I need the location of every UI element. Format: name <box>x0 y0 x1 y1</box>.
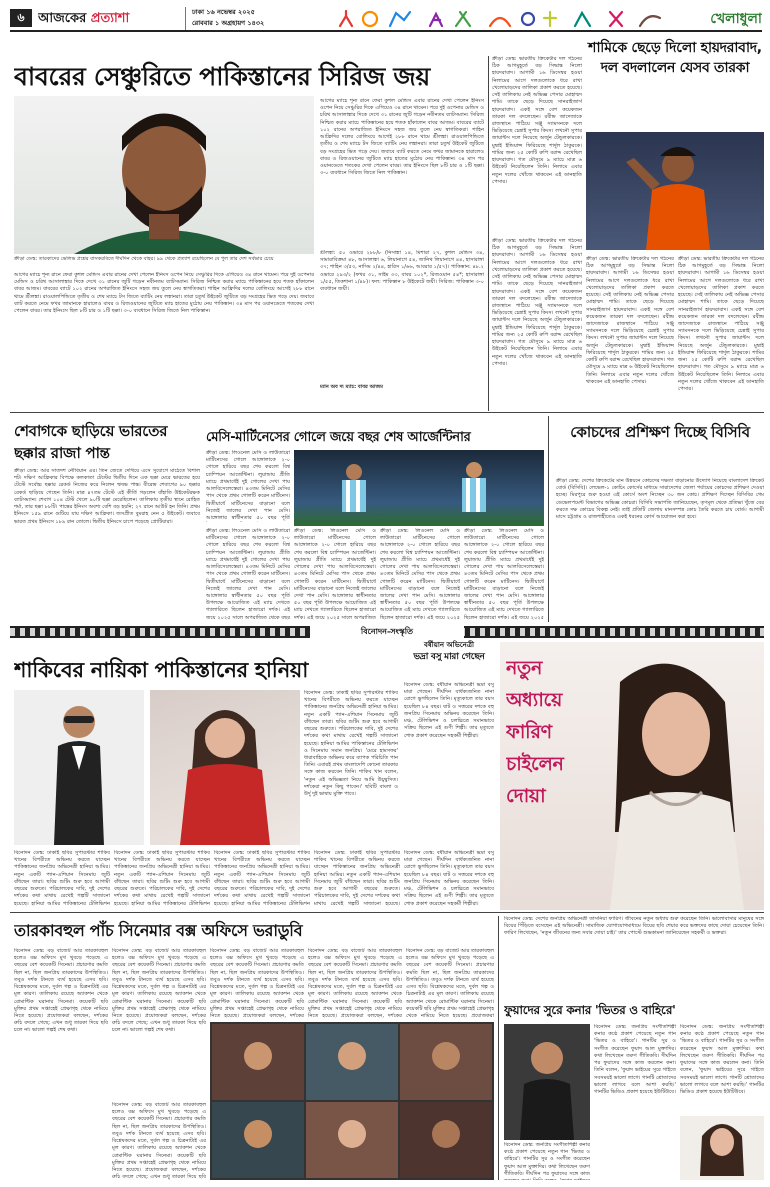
masthead <box>10 6 762 32</box>
shami-headline: শামিকে ছেড়ে দিলো হায়দরাবাদ, দল বদলালেন যেসব তারকা <box>588 40 762 76</box>
fuad-photo <box>504 1024 590 1140</box>
paper-name-a: আজকের <box>38 11 87 26</box>
pant-body: ক্রীড়া ডেস্ক: আর সাতদশ নৌবিয়ান এর। তিন জেতে দেখিয়ে এসে সুযোগে মাঠেতে বিশাল শট। দক্ষিণ আফ্রিকার বিপক্ষে কলকাতা টেস্টের দ্বিতীয় দিনে এক ছক্কা মেরে ভারতের হয়ে টেস্টে সর্বোচ্চ ছক্কার রেকর্ড নিজের করে নিলেন ঋষভ পান্ত। বীরেন্দ্র শেবাগের ৯০ ছক্কার রেকর্ড ছাড়িয়ে গেছেন তিনি। মাত্র ৪৭তম টেস্টে এই কীর্তি গড়লেন বাঁহাতি উইকেটরক্ষক ব্যাটসম্যান। শেবাগ ১০৪ টেস্ট খেলে ৯০টি ছক্কা মেরেছিলেন। তালিকায় তৃতীয় স্থানে রোহিত শর্মা, তার ছক্কা ৮৮টি। পান্তের ইনিংস অবশ্য বেশি বড় হয়নি; ২৭ রানে আউট হন তিনি। প্রথম ইনিংসে ১৫৯ রানে গুটিয়ে যায় দক্ষিণ আফ্রিকা। জসপ্রীত বুমরাহ নেন ৫ উইকেট। জবাবে ভারত প্রথম ইনিংসে ১৮৯ রান তোলে। দ্বিতীয় ইনিংসে চাপে পড়েছে প্রোটিয়ারা। <box>14 468 200 525</box>
argentina-photo <box>294 450 544 526</box>
coach-headline: কোচদের প্রশিক্ষণ দিচ্ছে বিসিবি <box>570 423 750 441</box>
boxoffice-body-col1: বিনোদন ডেস্ক: বড় বাজেট আর তারকাবহুল হলেও বক্স অফিসে মুখ থুবড়ে পড়েছে এ বছরের বেশ কয়েকটি সিনেমা। প্রচারণার কমতি ছিল না, ছিল জনপ্রিয় তারকাদের উপস্থিতিও। তবুও দর্শক টানতে ব্যর্থ হয়েছে এসব ছবি। বিশ্লেষকদের মতে, দুর্বল গল্প ও চিত্রনাট্যই এর মূল কারণ। তালিকায় রয়েছে অ্যাকশন থেকে রোমান্টিক ঘরানার সিনেমা। কয়েকটি ছবি মুক্তির প্রথম সপ্তাহেই প্রেক্ষাগৃহ থেকে নামিয়ে নিতে হয়েছে। প্রযোজকরা বলছেন, দর্শকের রুচি বদলে গেছে; এখন শুধু তারকা দিয়ে ছবি চলে না। ভালো গল্পই শেষ কথা। <box>14 948 108 1034</box>
babar-byline: ম্যান অব দ্য ম্যাচ: বাবর আজম <box>320 384 383 390</box>
paper-name-b: প্রত্যাশা <box>90 11 130 26</box>
kona-photo <box>680 1116 764 1180</box>
shakib-body-col3: বিনোদন ডেস্ক: ঢাকাই ছবির সুপারস্টার শাকিব খানের বিপরীতে অভিনয় করতে যাচ্ছেন পাকিস্তানের জনপ্রিয় অভিনেত্রী হানিয়া আমির। নতুন একটি প্যান-এশিয়ান সিনেমায় জুটি বাঁধছেন তারা। ছবির শুটিং শুরু হবে আগামী বছরের শুরুতে। পরিচালকের দাবি, দুই দেশের দর্শকের কথা মাথায় রেখেই গল্পটি সাজানো হয়েছে। হানিয়া আমির পাকিস্তানের টেলিভিশন <box>114 850 210 906</box>
babar-headline: বাবরের সেঞ্চুরিতে পাকিস্তানের সিরিজ জয় <box>14 62 430 91</box>
fuad-body-col2: বিনোদন ডেস্ক: জনপ্রিয় সংগীতশিল্পী কনার কণ্ঠে প্রকাশ পেয়েছে নতুন গান 'ভিতর ও বাহিরে'। গানটির সুর ও সংগীত করেছেন ফুয়াদ আল মুক্তাদির। কথা লিখেছেন তরুণ গীতিকবি। দীর্ঘদিন পর ফুয়াদের সঙ্গে কাজ করলেন কনা। তিনি বলেন, 'ফুয়াদ ভাইয়ের সুরে গাইতে সবসময়ই ভালো লাগে। গানটি শ্রোতাদের ভালো লাগবে বলে আশা করছি।' গানটির ভিডিও প্রকাশ হয়েছে ইউটিউবে। <box>680 1024 764 1095</box>
pant-headline-b: ছক্কার রাজা পান্ত <box>14 444 110 462</box>
fuad-body-col0: বিনোদন ডেস্ক: জনপ্রিয় সংগীতশিল্পী কনার কণ্ঠে প্রকাশ পেয়েছে নতুন গান 'ভিতর ও বাহিরে'। গানটির সুর ও সংগীত করেছেন ফুয়াদ আল মুক্তাদির। কথা লিখেছেন তরুণ গীতিকবি। দীর্ঘদিন পর ফুয়াদের সঙ্গে কাজ <box>504 1142 590 1177</box>
shakib-body-col2: বিনোদন ডেস্ক: ঢাকাই ছবির সুপারস্টার শাকিব খানের বিপরীতে অভিনয় করতে যাচ্ছেন পাকিস্তানের জনপ্রিয় অভিনেত্রী হানিয়া আমির। নতুন একটি প্যান-এশিয়ান সিনেমায় জুটি বাঁধছেন তারা। ছবির শুটিং শুরু হবে আগামী বছরের শুরুতে। পরিচালকের দাবি, দুই দেশের দর্শকের কথা মাথায় রেখেই গল্পটি সাজানো হয়েছে। হানিয়া আমির পাকিস্তানের টেলিভিশন <box>14 850 110 906</box>
sports-icons <box>340 11 660 26</box>
babar-body-right: আগের ম্যাচে শূন্য রানে ফেরা কুশল মেন্ডিস এবার রানের দেখা পেলেন ইনিংস ওপেন নিয়ে সেঞ্চুরির দিকে এগিয়েও ৩৪ রানে থামেন। পরে দুই ওপেনার মেন্ডিস ও চরিথ আসালাঙ্কার দিকে দেখে ৩১ রানের জুটি গড়েন নবীনতম ব্যাটসম্যান। সিরিজ নিশ্চিত করার ম্যাচে পাকিস্তানের হয়ে শতক হাঁকালেন বাবর আজম। বাবরের ব্যাটে ১০২ রানের অপরাজিত ইনিংসে সহজ জয় তুলে নেয় স্বাগতিকরা। শাহিন আফ্রিদির দলের বোলিংয়ে আগেই ২৮৮ রানে থামে শ্রীলঙ্কা। রাওয়ালপিন্ডিতে তৃতীয় ও শেষ ম্যাচে টস জিতে ব্যাটিং নেয় লঙ্কানরা। তারা চতুর্থ উইকেট জুটিতে বড় সংগ্রহের ভিত গড়ে দেয়। জবাবে ব্যাট করতে নেমে ফখর জামানকে হারালেও বাবর ও রিজওয়ানের জুটিতে ম্যাচ হাতের মুঠোয় নেয় পাকিস্তান। ৩৪ মাস পর ওয়ানডেতে শতকের দেখা পেলেন বাবর। তার ইনিংসে ছিল ৮টি চার ও ১টি ছক্কা। ৩-০ ব্যবধানে সিরিজ জিতে নিল পাকিস্তান। <box>320 98 484 177</box>
entertainment-banner <box>10 626 764 638</box>
babar-scorecard: শ্রীলঙ্কা: ৫০ ওভারে ২৮৮/৮ (নিসাঙ্কা ১৪, মিশারা ২৭, কুশল মেন্ডিস ৩৪, সামারাবিক্রমা ৪৮, আসালাঙ্কা ৬, লিয়ানাগে ৫৪, জানিথ লিয়ানাগে ৪৪, হাসারাঙ্গা ৩৭; শাহিন ৩/৫৩, নাসিম ২/৪৪, হারিস ১/৬৬, আবরার ১/৫৭)। পাকিস্তান: ৪৮.২ ওভারে ২৯৩/২ (ফখর ৩১, সাইম ৩৩, বাবর ১০২*, রিজওয়ান ৫৪*; হাসারাঙ্গা ১/৫৫, তিকশানা ১/৪৮)। ফল: পাকিস্তান ৮ উইকেটে জয়ী। সিরিজ: পাকিস্তান ৩-০ ব্যবধানে জয়ী। <box>320 250 484 293</box>
divider <box>10 912 764 913</box>
boxoffice-body-col2b: বিনোদন ডেস্ক: বড় বাজেট আর তারকাবহুল হলেও বক্স অফিসে মুখ থুবড়ে পড়েছে এ বছরের বেশ কয়েকটি সিনেমা। প্রচারণার কমতি ছিল না, ছিল জনপ্রিয় তারকাদের উপস্থিতিও। তবুও দর্শক টানতে ব্যর্থ হয়েছে এসব ছবি। বিশ্লেষকদের মতে, দুর্বল গল্প ও চিত্রনাট্যই এর মূল কারণ। তালিকায় রয়েছে অ্যাকশন থেকে রোমান্টিক ঘরানার সিনেমা। কয়েকটি ছবি মুক্তির প্রথম সপ্তাহেই প্রেক্ষাগৃহ থেকে নামিয়ে নিতে হয়েছে। প্রযোজকরা বলছেন, দর্শকের রুচি বদলে গেছে; এখন শুধু তারকা দিয়ে ছবি <box>112 1102 206 1180</box>
date-gregorian: ঢাকা ১৬ নভেম্বর ২০২৫ <box>192 8 255 16</box>
babar-caption: ক্রীড়া ডেস্ক: তারকাদের ভেলিভ প্রশ্নের বাসকরবিতে দীর্ঘদিন থেকে বাহর। ৯৯ থেকে প্রত্যাশ রয়েছিলেন বে পুল তার দেশ সর্বভার চেয়ে <box>14 256 274 262</box>
shami-headline-box <box>586 34 764 129</box>
babar-photo <box>14 96 314 254</box>
pant-headline-a: শেবাগকে ছাড়িয়ে ভারতের <box>14 422 168 440</box>
shakib-body-col4: বিনোদন ডেস্ক: ঢাকাই ছবির সুপারস্টার শাকিব খানের বিপরীতে অভিনয় করতে যাচ্ছেন পাকিস্তানের জনপ্রিয় অভিনেত্রী হানিয়া আমির। নতুন একটি প্যান-এশিয়ান সিনেমায় জুটি বাঁধছেন তারা। ছবির শুটিং শুরু হবে আগামী বছরের শুরুতে। পরিচালকের দাবি, দুই দেশের দর্শকের কথা মাথায় রেখেই গল্পটি সাজানো হয়েছে। হানিয়া আমির পাকিস্তানের টেলিভিশন <box>214 850 310 906</box>
shakib-headline: শাকিবের নায়িকা পাকিস্তানের হানিয়া <box>14 658 309 682</box>
shami-photo <box>586 132 764 250</box>
divider <box>10 412 764 413</box>
argentina-body-col1: ক্রীড়া ডেস্ক: লিওনেল মেসি ও লাউতারো মার্টিনেসের গোলে আঙ্গোলাকে ২-০ গোলে হারিয়ে বছর শেষ করলো বিশ্ব চ্যাম্পিয়ন আর্জেন্টিনা। লুয়ান্ডায় প্রীতি ম্যাচে প্রথমার্ধেই দুই গোলের দেখা পায় আলবিসেলেস্তেরা। ৪৩তম মিনিটে মেসির পাস থেকে প্রথম গোলটি করেন মার্টিনেস। দ্বিতীয়ার্ধে মার্টিনেসের বাড়ানো বলে নিজেই জালের দেখা পান মেসি। আঙ্গোলার স্বাধীনতার ৫০ বছর পূর্তি <box>206 450 290 521</box>
divider <box>488 56 489 411</box>
paper-name <box>38 8 158 30</box>
argentina-body-col3: ক্রীড়া ডেস্ক: লিওনেল মেসি ও লাউতারো মার্টিনেসের গোলে আঙ্গোলাকে ২-০ গোলে হারিয়ে বছর শেষ করলো বিশ্ব চ্যাম্পিয়ন আর্জেন্টিনা। লুয়ান্ডায় প্রীতি ম্যাচে প্রথমার্ধেই দুই গোলের দেখা পায় আলবিসেলেস্তেরা। ৪৩তম মিনিটে মেসির পাস থেকে প্রথম গোলটি করেন মার্টিনেস। দ্বিতীয়ার্ধে মার্টিনেসের বাড়ানো বলে নিজেই জালের দেখা পান মেসি। আঙ্গোলার স্বাধীনতার ৫০ বছর পূর্তি উপলক্ষে আয়োজিত এই ম্যাচ দেখতে গ্যালারিতে ছিলেন হাজারো দর্শক। এই জয়ে ২০২৫ সালে অপরাজিত <box>294 528 376 620</box>
shami-body-col3: ক্রীড়া ডেস্ক: ভারতীয় ক্রিকেটার দল গঠনের ঠিক আগমুহূর্তে বড় সিদ্ধান্ত নিলো হায়দরাবাদ। আগামী ১৬ ডিসেম্বর হওয়া নিলামের আগে দলগুলোকে ধরে রাখা খেলোয়াড়দের তালিকা প্রকাশ করতে হয়েছে। সেই তালিকায় নেই অভিজ্ঞ পেসার মোহাম্মদ শামি। তাকে ছেড়ে দিয়েছে সানরাইজার্স হায়দরাবাদ। একই সঙ্গে বেশ কয়েকজন তারকা দল বদলেছেন। রবীন্দ্র জাদেজাকে রাজস্থানে পাঠিয়ে সঞ্জু স্যামসনকে দলে ভিড়িয়েছে চেন্নাই সুপার কিংস। লখনৌ সুপার জায়ান্টস দলে নিয়েছে অর্জুন টেন্ডুলকারকে। মুম্বাই ইন্ডিয়ান্স ফিরিয়েছে শার্দুল ঠাকুরকে। শামির জন্য ২৫ কোটি রুপি বরাদ্দ রেখেছিল হায়দরাবাদ। গত মৌসুমে ৯ ম্যাচে মাত্র ৬ উইকেট নিয়েছিলেন তিনি। নিলামে এবার নতুন দলের খোঁজে থাকবেন এই ডানহাতি পেসার। <box>586 256 674 385</box>
boxoffice-body-col5: বিনোদন ডেস্ক: বড় বাজেট আর তারকাবহুল হলেও বক্স অফিসে মুখ থুবড়ে পড়েছে এ বছরের বেশ কয়েকটি সিনেমা। প্রচারণার কমতি ছিল না, ছিল জনপ্রিয় তারকাদের উপস্থিতিও। তবুও দর্শক টানতে ব্যর্থ হয়েছে এসব ছবি। বিশ্লেষকদের মতে, দুর্বল গল্প ও চিত্রনাট্যই এর মূল কারণ। তালিকায় রয়েছে অ্যাকশন থেকে রোমান্টিক ঘরানার সিনেমা। কয়েকটি ছবি মুক্তির প্রথম সপ্তাহেই প্রেক্ষাগৃহ থেকে নামিয়ে নিতে হয়েছে। প্রযোজকরা <box>406 948 494 1018</box>
fuad-body-col1: বিনোদন ডেস্ক: জনপ্রিয় সংগীতশিল্পী কনার কণ্ঠে প্রকাশ পেয়েছে নতুন গান 'ভিতর ও বাহিরে'। গানটির সুর ও সংগীত করেছেন ফুয়াদ আল মুক্তাদির। কথা লিখেছেন তরুণ গীতিকবি। দীর্ঘদিন পর ফুয়াদের সঙ্গে কাজ করলেন কনা। তিনি বলেন, 'ফুয়াদ ভাইয়ের সুরে গাইতে সবসময়ই ভালো লাগে। গানটি শ্রোতাদের ভালো লাগবে বলে আশা করছি।' গানটির ভিডিও প্রকাশ হয়েছে ইউটিউবে। <box>594 1024 676 1095</box>
farin-body: বিনোদন ডেস্ক: দেশের জনপ্রিয় অভিনেত্রী তাসনিয়া ফারিণ। জীবনের নতুন অধ্যায় শুরু করেছেন তিনি। ভালোবাসার মানুষের সঙ্গে বিয়ের পিঁড়িতে বসেছেন এই অভিনেত্রী। সামাজিক যোগাযোগমাধ্যমে বিয়ের ছবি শেয়ার করে ভক্তদের কাছে দোয়া চেয়েছেন তিনি। ফারিণ লিখেছেন, 'নতুন জীবনের জন্য সবার দোয়া চাই।' তার পোস্টে শুভকামনা জানিয়েছেন সহকর্মী ও ভক্তরা। <box>504 916 764 937</box>
boxoffice-body-col3: বিনোদন ডেস্ক: বড় বাজেট আর তারকাবহুল হলেও বক্স অফিসে মুখ থুবড়ে পড়েছে এ বছরের বেশ কয়েকটি সিনেমা। প্রচারণার কমতি ছিল না, ছিল জনপ্রিয় তারকাদের উপস্থিতিও। তবুও দর্শক টানতে ব্যর্থ হয়েছে এসব ছবি। বিশ্লেষকদের মতে, দুর্বল গল্প ও চিত্রনাট্যই এর মূল কারণ। তালিকায় রয়েছে অ্যাকশন থেকে রোমান্টিক ঘরানার সিনেমা। কয়েকটি ছবি মুক্তির প্রথম সপ্তাহেই প্রেক্ষাগৃহ থেকে নামিয়ে নিতে হয়েছে। প্রযোজকরা বলছেন, দর্শকের <box>210 948 304 1018</box>
shakib-body-col1: বিনোদন ডেস্ক: ঢাকাই ছবির সুপারস্টার শাকিব খানের বিপরীতে অভিনয় করতে যাচ্ছেন পাকিস্তানের জনপ্রিয় অভিনেত্রী হানিয়া আমির। নতুন একটি প্যান-এশিয়ান সিনেমায় জুটি বাঁধছেন তারা। ছবির শুটিং শুরু হবে আগামী বছরের শুরুতে। পরিচালকের দাবি, দুই দেশের দর্শকের কথা মাথায় রেখেই গল্পটি সাজানো হয়েছে। হানিয়া আমির পাকিস্তানের টেলিভিশন ও সিনেমায় সমান জনপ্রিয়। 'মেরে হামসফর' ধারাবাহিকে অভিনয় করে ব্যাপক পরিচিতি পান তিনি। এবারই প্রথম বাংলাদেশি কোনো তারকার সঙ্গে কাজ করবেন তিনি। শাকিব খান বলেন, 'নতুন এই অভিজ্ঞতা নিয়ে আমি উচ্ছ্বসিত। দর্শকেরা নতুন কিছু পাবেন।' ছবিটি বাংলা ও উর্দু দুই ভাষায় মুক্তি পাবে। <box>304 690 398 798</box>
boxoffice-headline: তারকাবহুল পাঁচ সিনেমার বক্স অফিসে ভরাডুবি <box>14 921 303 940</box>
entertainment-label: বিনোদন-সংস্কৃতি <box>310 626 464 638</box>
divider <box>498 916 499 1180</box>
shakib-photo <box>14 690 144 845</box>
divider <box>548 416 549 622</box>
page-number: ৬ <box>10 9 32 27</box>
deepa-kicker: বর্ষীয়ান অভিনেত্রী <box>424 641 474 649</box>
date-block <box>185 7 315 31</box>
sports-pictogram-strip <box>330 8 670 30</box>
section-title: খেলাধুলা <box>710 11 762 27</box>
babar-body-left: আগের ম্যাচে শূন্য রানে ফেরা কুশল মেন্ডিস এবার রানের দেখা পেলেন ইনিংস ওপেন নিয়ে সেঞ্চুরির দিকে এগিয়েও ৩৪ রানে থামেন। পরে দুই ওপেনার মেন্ডিস ও চরিথ আসালাঙ্কার দিকে দেখে ৩১ রানের জুটি গড়েন নবীনতম ব্যাটসম্যান। সিরিজ নিশ্চিত করার ম্যাচে পাকিস্তানের হয়ে শতক হাঁকালেন বাবর আজম। বাবরের ব্যাটে ১০২ রানের অপরাজিত ইনিংসে সহজ জয় তুলে নেয় স্বাগতিকরা। শাহিন আফ্রিদির দলের বোলিংয়ে আগেই ২৮৮ রানে থামে শ্রীলঙ্কা। রাওয়ালপিন্ডিতে তৃতীয় ও শেষ ম্যাচে টস জিতে ব্যাটিং নেয় লঙ্কানরা। তারা চতুর্থ উইকেট জুটিতে বড় সংগ্রহের ভিত গড়ে দেয়। জবাবে ব্যাট করতে নেমে ফখর জামানকে হারালেও বাবর ও রিজওয়ানের জুটিতে ম্যাচ হাতের মুঠোয় নেয় পাকিস্তান। ৩৪ মাস পর ওয়ানডেতে শতকের দেখা পেলেন বাবর। তার ইনিংসে ছিল ৮টি চার ও ১টি ছক্কা। ৩-০ ব্যবধানে সিরিজ জিতে নিল পাকিস্তান। <box>14 272 314 315</box>
shami-body-col2: ক্রীড়া ডেস্ক: ভারতীয় ক্রিকেটার দল গঠনের ঠিক আগমুহূর্তে বড় সিদ্ধান্ত নিলো হায়দরাবাদ। আগামী ১৬ ডিসেম্বর হওয়া নিলামের আগে দলগুলোকে ধরে রাখা খেলোয়াড়দের তালিকা প্রকাশ করতে হয়েছে। সেই তালিকায় নেই অভিজ্ঞ পেসার মোহাম্মদ শামি। তাকে ছেড়ে দিয়েছে সানরাইজার্স হায়দরাবাদ। একই সঙ্গে বেশ কয়েকজন তারকা দল বদলেছেন। রবীন্দ্র জাদেজাকে রাজস্থানে পাঠিয়ে সঞ্জু স্যামসনকে দলে ভিড়িয়েছে চেন্নাই সুপার কিংস। লখনৌ সুপার জায়ান্টস দলে নিয়েছে অর্জুন টেন্ডুলকারকে। মুম্বাই ইন্ডিয়ান্স ফিরিয়েছে শার্দুল ঠাকুরকে। শামির জন্য ২৫ কোটি রুপি বরাদ্দ রেখেছিল হায়দরাবাদ। গত মৌসুমে ৯ ম্যাচে মাত্র ৬ উইকেট নিয়েছিলেন তিনি। নিলামে এবার নতুন দলের খোঁজে থাকবেন এই ডানহাতি পেসার। <box>492 238 582 367</box>
argentina-body-col4: ক্রীড়া ডেস্ক: লিওনেল মেসি ও লাউতারো মার্টিনেসের গোলে আঙ্গোলাকে ২-০ গোলে হারিয়ে বছর শেষ করলো বিশ্ব চ্যাম্পিয়ন আর্জেন্টিনা। লুয়ান্ডায় প্রীতি ম্যাচে প্রথমার্ধেই দুই গোলের দেখা পায় আলবিসেলেস্তেরা। ৪৩তম মিনিটে মেসির পাস থেকে প্রথম গোলটি করেন মার্টিনেস। দ্বিতীয়ার্ধে মার্টিনেসের বাড়ানো বলে নিজেই জালের দেখা পান মেসি। আঙ্গোলার স্বাধীনতার ৫০ বছর পূর্তি উপলক্ষে আয়োজিত এই ম্যাচ দেখতে গ্যালারিতে ছিলেন হাজারো দর্শক। এই জয়ে ২০২৫ <box>380 528 460 620</box>
fuad-headline: ফুয়াদের সুরে কনার 'ভিতর ও বাহিরে' <box>504 1003 676 1017</box>
argentina-body-col2: ক্রীড়া ডেস্ক: লিওনেল মেসি ও লাউতারো মার্টিনেসের গোলে আঙ্গোলাকে ২-০ গোলে হারিয়ে বছর শেষ করলো বিশ্ব চ্যাম্পিয়ন আর্জেন্টিনা। লুয়ান্ডায় প্রীতি ম্যাচে প্রথমার্ধেই দুই গোলের দেখা পায় আলবিসেলেস্তেরা। ৪৩তম মিনিটে মেসির পাস থেকে প্রথম গোলটি করেন মার্টিনেস। দ্বিতীয়ার্ধে মার্টিনেসের বাড়ানো বলে নিজেই জালের দেখা পান মেসি। আঙ্গোলার স্বাধীনতার ৫০ বছর পূর্তি উপলক্ষে আয়োজিত এই ম্যাচ দেখতে গ্যালারিতে ছিলেন হাজারো দর্শক। এই জয়ে ২০২৫ সালে অপরাজিত থেকে বছর <box>206 528 290 620</box>
boxoffice-body-col2: বিনোদন ডেস্ক: বড় বাজেট আর তারকাবহুল হলেও বক্স অফিসে মুখ থুবড়ে পড়েছে এ বছরের বেশ কয়েকটি সিনেমা। প্রচারণার কমতি ছিল না, ছিল জনপ্রিয় তারকাদের উপস্থিতিও। তবুও দর্শক টানতে ব্যর্থ হয়েছে এসব ছবি। বিশ্লেষকদের মতে, দুর্বল গল্প ও চিত্রনাট্যই এর মূল কারণ। তালিকায় রয়েছে অ্যাকশন থেকে রোমান্টিক ঘরানার সিনেমা। কয়েকটি ছবি মুক্তির প্রথম সপ্তাহেই প্রেক্ষাগৃহ থেকে নামিয়ে নিতে হয়েছে। প্রযোজকরা বলছেন, দর্শকের রুচি বদলে গেছে; এখন শুধু তারকা দিয়ে ছবি চলে না। ভালো গল্পই শেষ কথা। <box>112 948 206 1034</box>
shakib-body-col5: বিনোদন ডেস্ক: ঢাকাই ছবির সুপারস্টার শাকিব খানের বিপরীতে অভিনয় করতে যাচ্ছেন পাকিস্তানের জনপ্রিয় অভিনেত্রী হানিয়া আমির। নতুন একটি প্যান-এশিয়ান সিনেমায় জুটি বাঁধছেন তারা। ছবির শুটিং শুরু হবে আগামী বছরের শুরুতে। পরিচালকের দাবি, দুই দেশের দর্শকের কথা মাথায় রেখেই গল্পটি সাজানো হয়েছে। <box>314 850 400 906</box>
boxoffice-photo-collage <box>210 1022 494 1180</box>
shami-body-col4: ক্রীড়া ডেস্ক: ভারতীয় ক্রিকেটার দল গঠনের ঠিক আগমুহূর্তে বড় সিদ্ধান্ত নিলো হায়দরাবাদ। আগামী ১৬ ডিসেম্বর হওয়া নিলামের আগে দলগুলোকে ধরে রাখা খেলোয়াড়দের তালিকা প্রকাশ করতে হয়েছে। সেই তালিকায় নেই অভিজ্ঞ পেসার মোহাম্মদ শামি। তাকে ছেড়ে দিয়েছে সানরাইজার্স হায়দরাবাদ। একই সঙ্গে বেশ কয়েকজন তারকা দল বদলেছেন। রবীন্দ্র জাদেজাকে রাজস্থানে পাঠিয়ে সঞ্জু স্যামসনকে দলে ভিড়িয়েছে চেন্নাই সুপার কিংস। লখনৌ সুপার জায়ান্টস দলে নিয়েছে অর্জুন টেন্ডুলকারকে। মুম্বাই ইন্ডিয়ান্স ফিরিয়েছে শার্দুল ঠাকুরকে। শামির জন্য ২৫ কোটি রুপি বরাদ্দ রেখেছিল হায়দরাবাদ। গত মৌসুমে ৯ ম্যাচে মাত্র ৬ উইকেট নিয়েছিলেন তিনি। নিলামে এবার নতুন দলের খোঁজে থাকবেন এই ডানহাতি পেসার। <box>678 256 764 392</box>
shami-body-col1: ক্রীড়া ডেস্ক: ভারতীয় ক্রিকেটার দল গঠনের ঠিক আগমুহূর্তে বড় সিদ্ধান্ত নিলো হায়দরাবাদ। আগামী ১৬ ডিসেম্বর হওয়া নিলামের আগে দলগুলোকে ধরে রাখা খেলোয়াড়দের তালিকা প্রকাশ করতে হয়েছে। সেই তালিকায় নেই অভিজ্ঞ পেসার মোহাম্মদ শামি। তাকে ছেড়ে দিয়েছে সানরাইজার্স হায়দরাবাদ। একই সঙ্গে বেশ কয়েকজন তারকা দল বদলেছেন। রবীন্দ্র জাদেজাকে রাজস্থানে পাঠিয়ে সঞ্জু স্যামসনকে দলে ভিড়িয়েছে চেন্নাই সুপার কিংস। লখনৌ সুপার জায়ান্টস দলে নিয়েছে অর্জুন টেন্ডুলকারকে। মুম্বাই ইন্ডিয়ান্স ফিরিয়েছে শার্দুল ঠাকুরকে। শামির জন্য ২৫ কোটি রুপি বরাদ্দ রেখেছিল হায়দরাবাদ। গত মৌসুমে ৯ ম্যাচে মাত্র ৬ উইকেট নিয়েছিলেন তিনি। নিলামে এবার নতুন দলের খোঁজে থাকবেন এই ডানহাতি পেসার। <box>492 56 582 185</box>
farin-headline: নতুন অধ্যায়ে ফারিণ চাইলেন দোয়া <box>506 657 564 807</box>
deepa-box <box>404 640 494 680</box>
hania-photo <box>150 690 300 845</box>
boxoffice-body-col4: বিনোদন ডেস্ক: বড় বাজেট আর তারকাবহুল হলেও বক্স অফিসে মুখ থুবড়ে পড়েছে এ বছরের বেশ কয়েকটি সিনেমা। প্রচারণার কমতি ছিল না, ছিল জনপ্রিয় তারকাদের উপস্থিতিও। তবুও দর্শক টানতে ব্যর্থ হয়েছে এসব ছবি। বিশ্লেষকদের মতে, দুর্বল গল্প ও চিত্রনাট্যই এর মূল কারণ। তালিকায় রয়েছে অ্যাকশন থেকে রোমান্টিক ঘরানার সিনেমা। কয়েকটি ছবি মুক্তির প্রথম সপ্তাহেই প্রেক্ষাগৃহ থেকে নামিয়ে নিতে হয়েছে। প্রযোজকরা বলছেন, দর্শকের <box>308 948 402 1018</box>
deepa-headline: ভদ্রা বসু মারা গেছেন <box>413 652 485 662</box>
deepa-body-more: বিনোদন ডেস্ক: বর্ষীয়ান অভিনেত্রী ভদ্রা বসু মারা গেছেন। দীর্ঘদিন বার্ধক্যজনিত নানা রোগে ভুগছিলেন তিনি। মৃত্যুকালে তার বয়স হয়েছিল ৮৪ বছর। ষাট ও সত্তরের দশকে বহু জনপ্রিয় সিনেমায় অভিনয় করেছেন তিনি। মঞ্চ, টেলিভিশন ও চলচ্চিত্রে সমানভাবে সক্রিয় ছিলেন এই গুণী শিল্পী। তার মৃত্যুতে শোক প্রকাশ করেছেন সহকর্মী শিল্পীরা। <box>404 850 494 906</box>
deepa-body: বিনোদন ডেস্ক: বর্ষীয়ান অভিনেত্রী ভদ্রা বসু মারা গেছেন। দীর্ঘদিন বার্ধক্যজনিত নানা রোগে ভুগছিলেন তিনি। মৃত্যুকালে তার বয়স হয়েছিল ৮৪ বছর। ষাট ও সত্তরের দশকে বহু জনপ্রিয় সিনেমায় অভিনয় করেছেন তিনি। মঞ্চ, টেলিভিশন ও চলচ্চিত্রে সমানভাবে সক্রিয় ছিলেন এই গুণী শিল্পী। তার মৃত্যুতে শোক প্রকাশ করেছেন সহকর্মী শিল্পীরা। <box>404 682 494 739</box>
date-bangla: রোববার ১ অগ্রহায়ণ ১৪৩২ <box>192 19 265 27</box>
argentina-headline: মেসি-মার্টিনেসের গোলে জয়ে বছর শেষ আর্জেন্টিনার <box>206 430 471 445</box>
coach-body: ক্রীড়া ডেস্ক: দেশের ক্রিকেটের মান উন্নয়নে কোচদের দক্ষতা বাড়ানোর উদ্যোগ নিয়েছে বাংলাদেশ ক্রিকেট বোর্ড (বিসিবি)। লেভেল-১ কোচিং কোর্সের মাধ্যমে সারাদেশের জেলা পর্যায়ের কোচদের প্রশিক্ষণ দেওয়া হচ্ছে। মিরপুরে শুরু হওয়া এই কোর্সে অংশ নিচ্ছেন ৩০ জন কোচ। প্রশিক্ষণ দিচ্ছেন বিসিবির গেম ডেভেলপমেন্ট বিভাগের অভিজ্ঞ কোচরা। বিসিবি সভাপতি জানিয়েছেন, তৃণমূল থেকে প্রতিভা খুঁজে বের করতে দক্ষ কোচের বিকল্প নেই। তাই প্রতিটি জেলায় মানসম্পন্ন কোচ তৈরি করতে চায় বোর্ড। আগামী মাসে চট্টগ্রাম ও রাজশাহীতেও একই ধরনের কোর্স আয়োজন করা হবে। <box>556 478 764 521</box>
argentina-body-col5: ক্রীড়া ডেস্ক: লিওনেল মেসি ও লাউতারো মার্টিনেসের গোলে আঙ্গোলাকে ২-০ গোলে হারিয়ে বছর শেষ করলো বিশ্ব চ্যাম্পিয়ন আর্জেন্টিনা। লুয়ান্ডায় প্রীতি ম্যাচে প্রথমার্ধেই দুই গোলের দেখা পায় আলবিসেলেস্তেরা। ৪৩তম মিনিটে মেসির পাস থেকে প্রথম গোলটি করেন মার্টিনেস। দ্বিতীয়ার্ধে মার্টিনেসের বাড়ানো বলে নিজেই জালের দেখা পান মেসি। আঙ্গোলার স্বাধীনতার ৫০ বছর পূর্তি উপলক্ষে আয়োজিত এই ম্যাচ দেখতে গ্যালারিতে ছিলেন হাজারো দর্শক। এই জয়ে ২০২৫ <box>464 528 544 620</box>
